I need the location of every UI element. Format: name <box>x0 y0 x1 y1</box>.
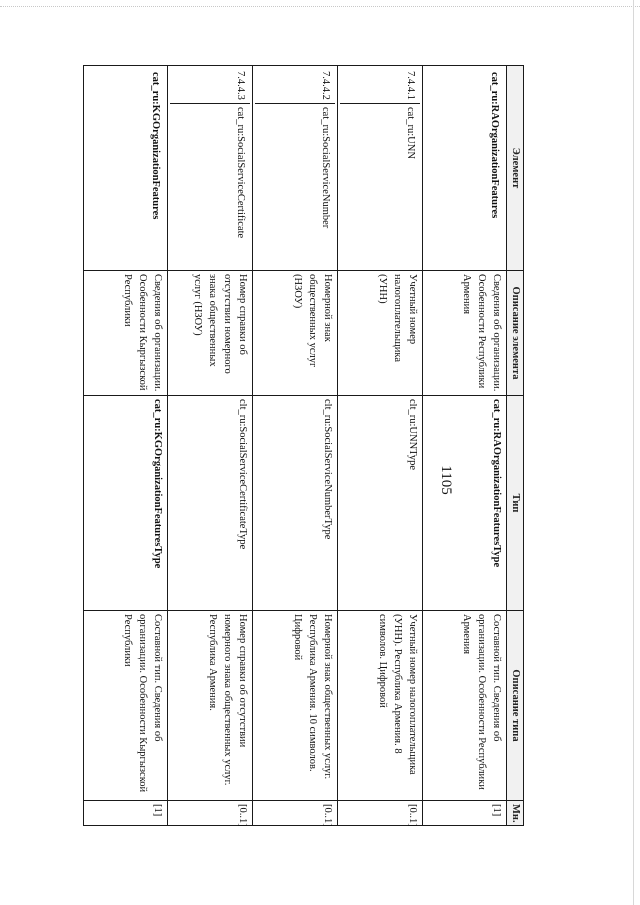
table-row-kg-organization-features <box>84 66 168 826</box>
page-edge-top <box>0 6 640 7</box>
cell-element <box>423 66 507 271</box>
cell-element <box>253 66 338 271</box>
cell-element-description: Номер справки об отсутствии номерного знака общественных услуг (НЗОУ) <box>168 271 253 396</box>
header-element-description: Описание элемента <box>507 271 524 396</box>
cell-multiplicity: [0..1] <box>338 801 423 826</box>
cell-type: clt_ru:SocialServiceCertificateType <box>168 396 253 611</box>
cell-multiplicity: [1] <box>423 801 507 826</box>
element-name: cat_ru:KGOrganizationFeatures <box>150 72 161 220</box>
element-name: cat_ru:UNN <box>405 107 416 159</box>
cell-type-description: Учетный номер налогоплательщика (УНН). Республика Армения. 8 символов. Цифровой <box>338 611 423 801</box>
specification-table <box>83 65 524 826</box>
cell-element-description: Учетный номер налогоплательщика (УНН) <box>338 271 423 396</box>
header-type: Тип <box>507 396 524 611</box>
cell-element <box>84 66 168 271</box>
element-name: cat_ru:SocialServiceNumber <box>320 107 331 229</box>
cell-element-description: Сведения об организации. Особенности Кыргызской Республики <box>84 271 168 396</box>
cell-element <box>168 66 253 271</box>
cell-type: cat_ru:RAOrganizationFeaturesType <box>423 396 507 611</box>
cell-type: cat_ru:KGOrganizationFeaturesType <box>84 396 168 611</box>
element-name: cat_ru:SocialServiceCertificate <box>235 107 246 239</box>
element-number: 7.4.4.2 <box>255 69 335 104</box>
cell-type-description: Номер справки об отсутствии номерного знака общественных услуг. Республика Армения. <box>168 611 253 801</box>
header-type-description: Описание типа <box>507 611 524 801</box>
cell-type: clt_ru:UNNType <box>338 396 423 611</box>
element-number: 7.4.4.3 <box>170 69 250 104</box>
cell-multiplicity: [1] <box>84 801 168 826</box>
page-number: 1105 <box>438 465 454 495</box>
cell-type-description: Номерной знак общественных услуг. Республика Армения. 10 символов. Цифровой <box>253 611 338 801</box>
cell-type-description: Составной тип. Сведения об организации. Особенности Республики Армения <box>423 611 507 801</box>
rotated-table-wrapper <box>114 65 524 825</box>
table-row-social-service-certificate <box>168 66 253 826</box>
cell-element-description: Номерной знак общественных услуг (НЗОУ) <box>253 271 338 396</box>
element-name: cat_ru:RAOrganizationFeatures <box>489 72 500 219</box>
cell-element-description: Сведения об организации. Особенности Республики Армения <box>423 271 507 396</box>
header-element: Элемент <box>507 66 524 271</box>
cell-multiplicity: [0..1] <box>168 801 253 826</box>
table-row-social-service-number <box>253 66 338 826</box>
table-row-unn <box>338 66 423 826</box>
cell-multiplicity: [0..1] <box>253 801 338 826</box>
element-number: 7.4.4.1 <box>340 69 420 104</box>
cell-type-description: Составной тип. Сведения об организации. Особенности Кыргызской Республики <box>84 611 168 801</box>
cell-type: clt_ru:SocialServiceNumberType <box>253 396 338 611</box>
page-edge-right <box>633 0 634 905</box>
cell-element <box>338 66 423 271</box>
header-multiplicity: Мн. <box>507 801 524 826</box>
table-header-row <box>507 66 524 826</box>
table-row-ra-organization-features <box>423 66 507 826</box>
